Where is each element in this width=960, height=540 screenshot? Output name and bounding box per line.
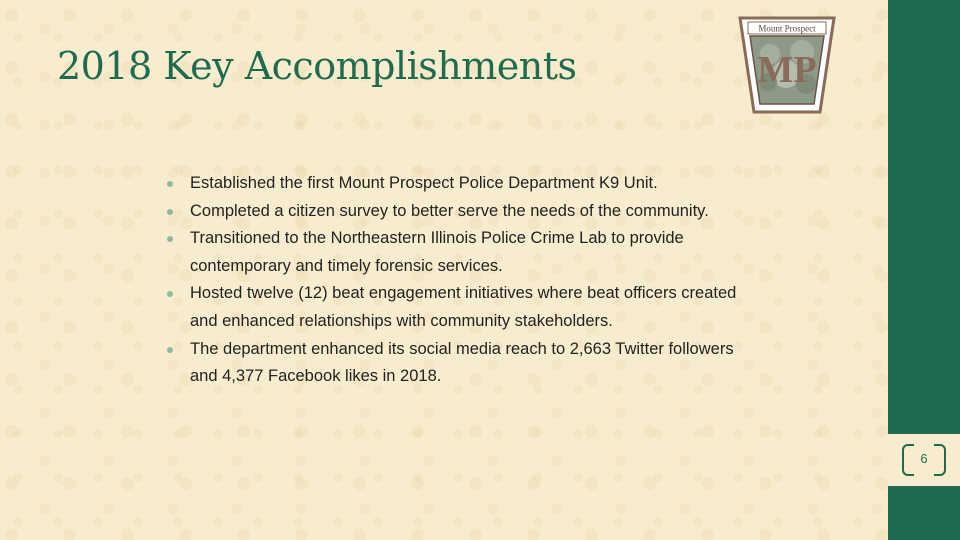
- logo-letters: MP: [757, 49, 817, 91]
- list-item-text: Hosted twelve (12) beat engagement initiatives where beat officers created and enhanced relationships with community stakeholders.: [190, 284, 737, 330]
- bullet-icon: [167, 236, 173, 242]
- list-item-text: The department enhanced its social media reach to 2,663 Twitter followers and 4,377 Facebook likes in 2018.: [190, 339, 734, 386]
- keystone-emblem-icon: [738, 14, 836, 114]
- logo-banner-text: Mount Prospect: [758, 23, 816, 34]
- bullet-icon: [167, 181, 173, 187]
- slide-title: 2018 Key Accomplishments: [57, 44, 577, 88]
- accomplishments-list: [166, 170, 756, 391]
- left-bracket-icon: [902, 444, 914, 476]
- list-item: [166, 198, 756, 226]
- list-item-text: Completed a citizen survey to better serve the needs of the community.: [190, 201, 709, 220]
- list-item: [166, 336, 756, 391]
- list-item-text: Established the first Mount Prospect Police Department K9 Unit.: [190, 174, 658, 192]
- list-item: [166, 280, 756, 335]
- bullet-icon: [167, 209, 173, 215]
- list-item: [166, 170, 756, 198]
- bullet-icon: [167, 291, 173, 297]
- bullet-icon: [167, 347, 173, 353]
- list-item-text: Transitioned to the Northeastern Illinois Police Crime Lab to provide contemporary and timely forensic services.: [190, 229, 684, 275]
- page-number: 6: [920, 451, 928, 466]
- right-bracket-icon: [934, 444, 946, 476]
- mount-prospect-logo: [738, 14, 836, 114]
- list-item: [166, 225, 756, 280]
